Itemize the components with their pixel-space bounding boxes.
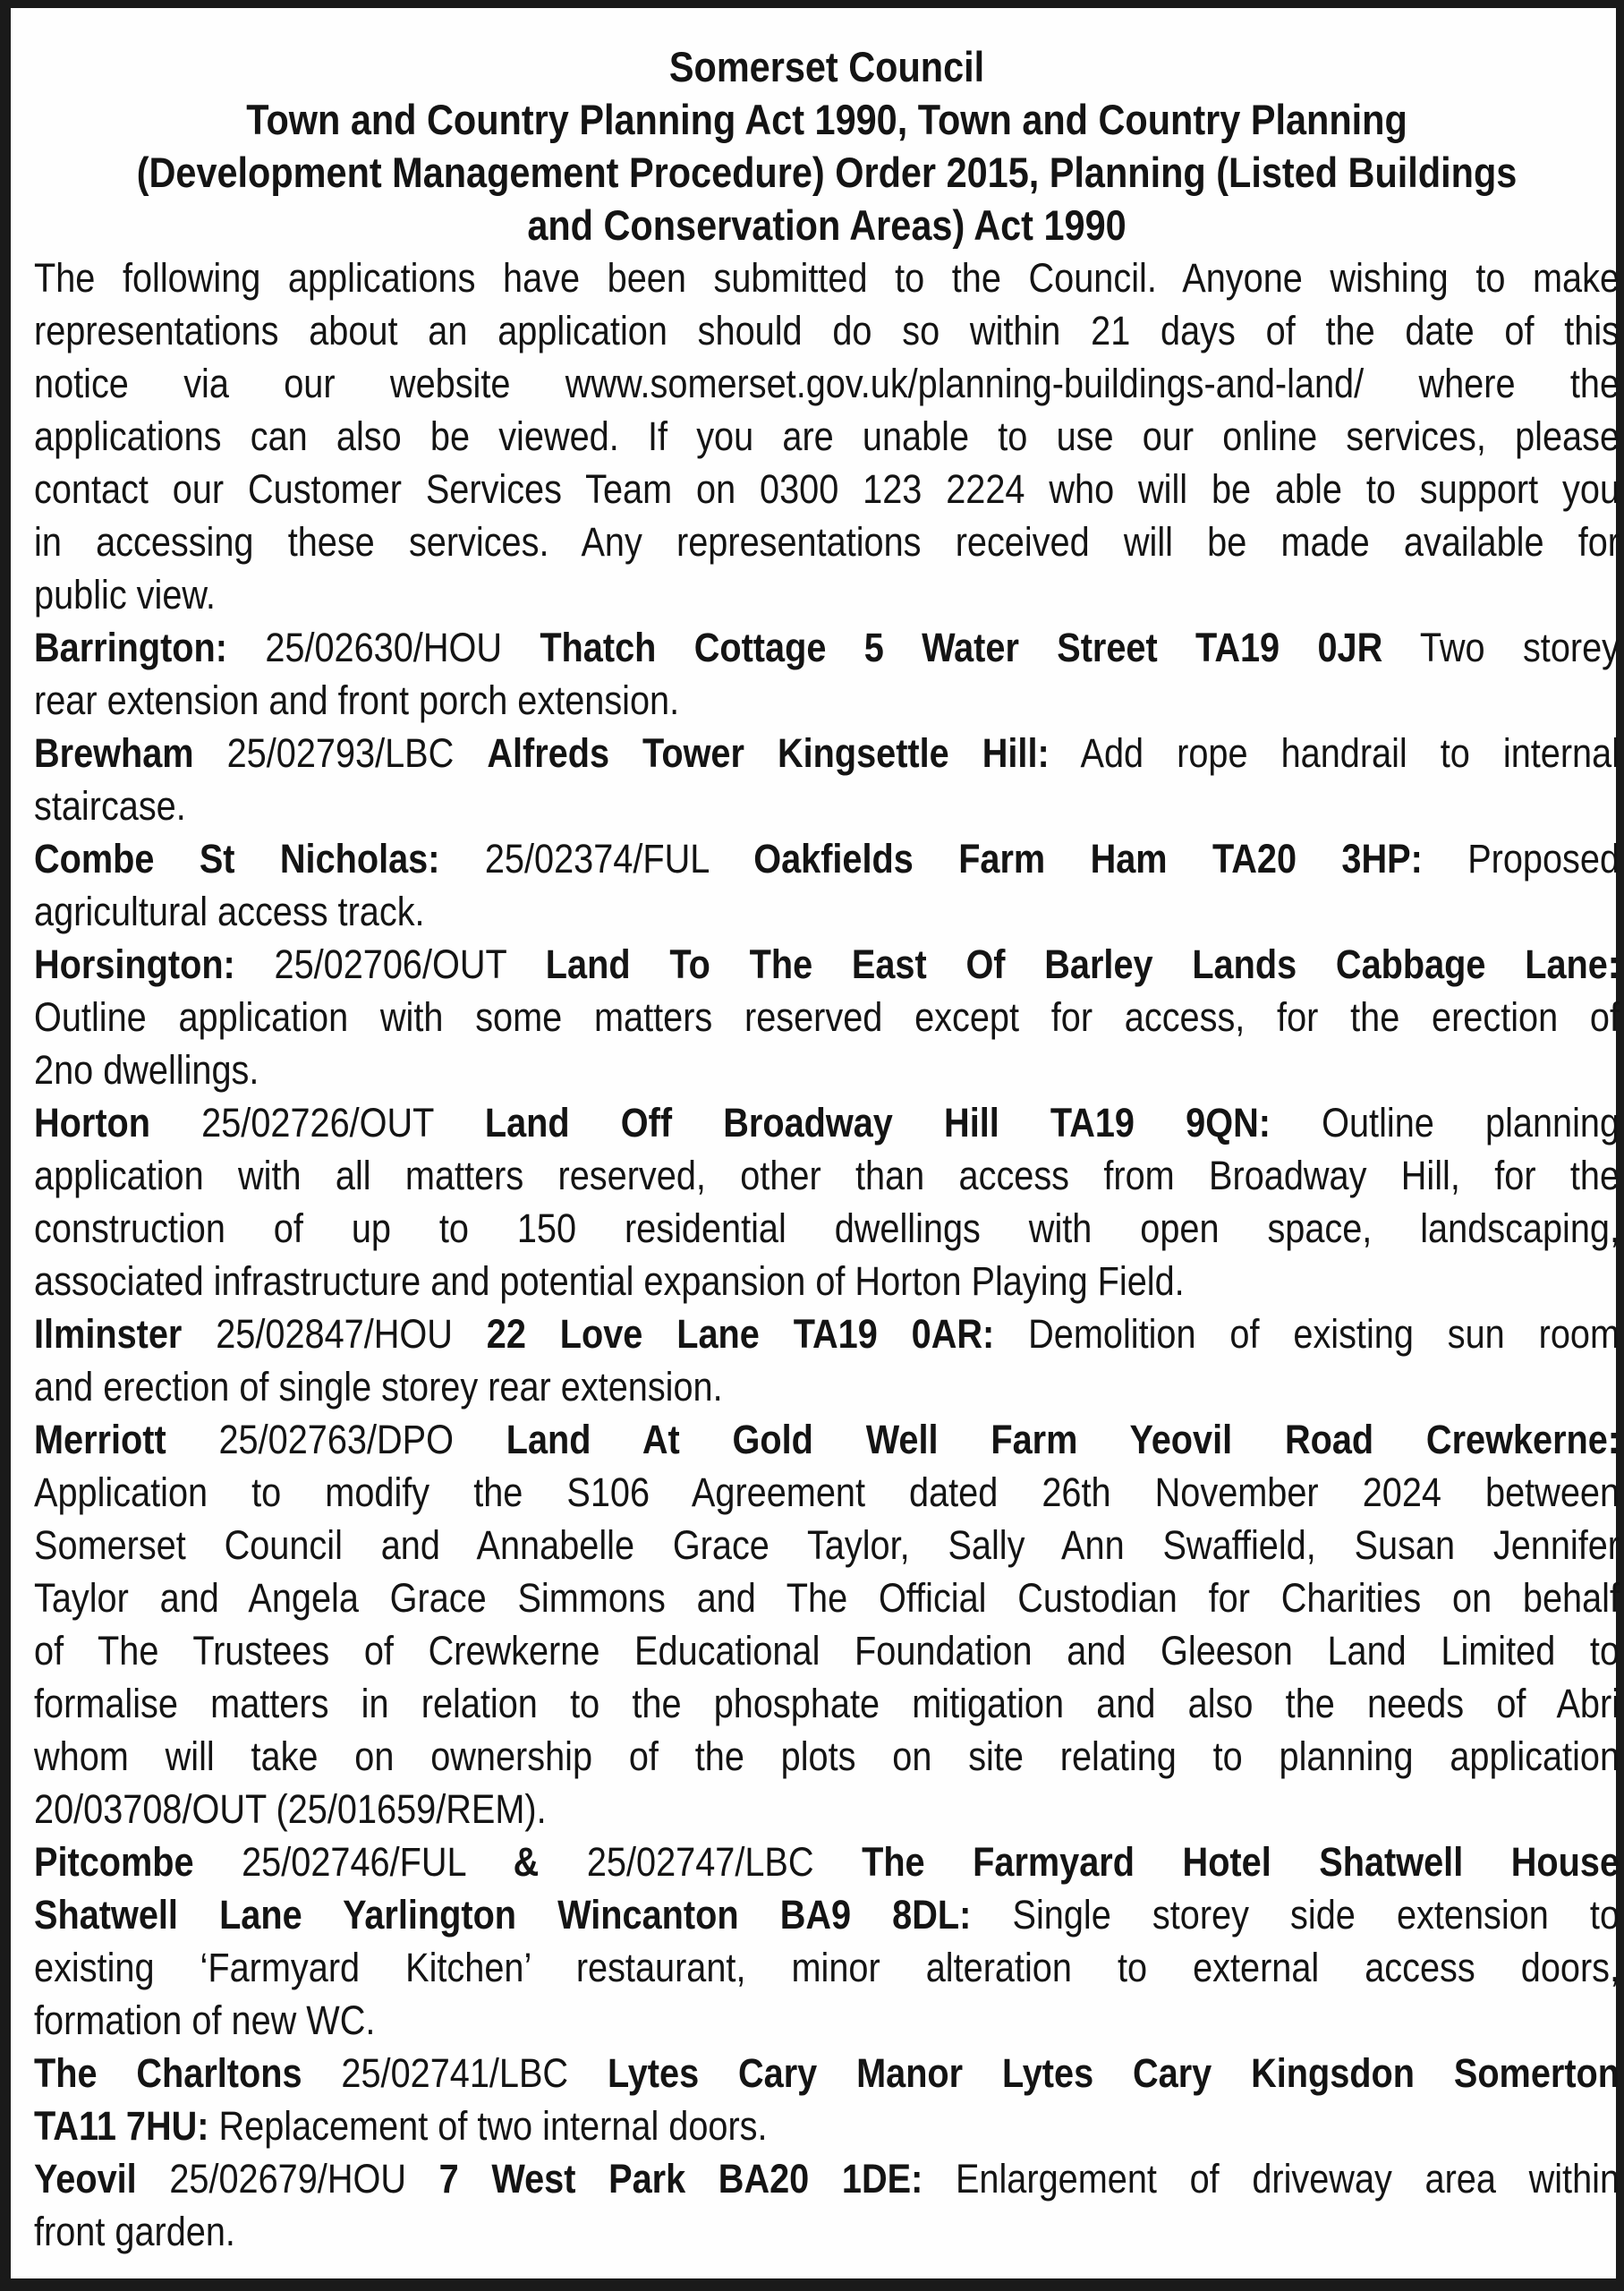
notice-intro-line-1 [34, 251, 1620, 304]
bold-segment: Town and Country Planning Act 1990, Town and Country Planning [246, 96, 1407, 143]
text-segment: Add rope handrail to internal [1049, 730, 1620, 776]
entry-merriott-line-7 [34, 1730, 1620, 1783]
entry-merriott-line-6 [34, 1677, 1620, 1730]
text-segment: Taylor and Angela Grace Simmons and The Official Custodian for Charities on behalf [34, 1575, 1620, 1621]
notice-content-area [21, 16, 1624, 2258]
notice-intro [34, 251, 1620, 621]
text-segment: 25/02763/DPO [166, 1417, 506, 1462]
entry-ilminster [34, 1307, 1620, 1413]
text-segment: whom will take on ownership of the plots on site relating to planning application [34, 1733, 1620, 1779]
bold-segment: Alfreds Tower Kingsettle Hill: [487, 730, 1050, 776]
text-segment: front garden. [34, 2209, 235, 2254]
bold-segment: Pitcombe [34, 1839, 194, 1885]
bold-segment: Brewham [34, 730, 194, 776]
text-segment: Replacement of two internal doors. [208, 2103, 768, 2149]
entry-merriott-line-2 [34, 1466, 1620, 1519]
bold-segment: Oakfields Farm Ham TA20 3HP: [753, 836, 1423, 881]
entry-ilminster-line-2 [34, 1360, 1620, 1413]
notice-intro-line-3 [34, 357, 1620, 410]
notice-acts-line-2 [34, 146, 1620, 199]
text-segment: 25/02706/OUT [234, 941, 546, 987]
bold-segment: Combe St Nicholas: [34, 836, 440, 881]
bold-segment: The Charltons [34, 2050, 302, 2096]
text-segment: application with all matters reserved, other than access from Broadway Hill, for the [34, 1153, 1620, 1198]
text-segment: associated infrastructure and potential expansion of Horton Playing Field. [34, 1258, 1185, 1304]
entry-yeovil-line-2 [34, 2205, 1620, 2258]
entry-horsington-line-1 [34, 938, 1620, 991]
entry-barrington-line-2 [34, 674, 1620, 727]
text-segment: existing ‘Farmyard Kitchen’ restaurant, minor alteration to external access doors, [34, 1945, 1620, 1990]
bold-segment: Ilminster [34, 1311, 183, 1357]
text-segment: Two storey [1382, 625, 1620, 670]
text-segment: 20/03708/OUT (25/01659/REM). [34, 1786, 547, 1832]
text-segment: Demolition of existing sun room [994, 1311, 1620, 1357]
text-segment: 25/02741/LBC [302, 2050, 608, 2096]
entry-combe-st-nicholas [34, 832, 1620, 938]
entry-horsington-line-2 [34, 991, 1620, 1043]
notice-title [34, 40, 1620, 93]
notice-acts [34, 93, 1620, 251]
entry-brewham-line-1 [34, 727, 1620, 779]
bold-segment: Land To The East Of Barley Lands Cabbage Lane: [545, 941, 1620, 987]
entry-horton [34, 1096, 1620, 1307]
text-segment: representations about an application should do so within 21 days of the date of this [34, 308, 1620, 353]
entry-the-charltons-line-1 [34, 2047, 1620, 2099]
text-segment: rear extension and front porch extension. [34, 677, 680, 723]
bold-segment: Horsington: [34, 941, 235, 987]
entry-pitcombe-line-1 [34, 1835, 1620, 1888]
text-segment: 25/02630/HOU [226, 625, 540, 670]
text-segment: formalise matters in relation to the phosphate mitigation and also the needs of Abri [34, 1681, 1620, 1726]
entry-pitcombe-line-4 [34, 1994, 1620, 2047]
entry-pitcombe-line-2 [34, 1888, 1620, 1941]
entry-horton-line-2 [34, 1149, 1620, 1202]
entry-the-charltons-line-2 [34, 2099, 1620, 2152]
entry-horsington [34, 938, 1620, 1096]
text-segment: in accessing these services. Any representations received will be made available for [34, 519, 1620, 565]
entry-horton-line-3 [34, 1202, 1620, 1255]
bold-segment: Thatch Cottage 5 Water Street TA19 0JR [540, 625, 1383, 670]
notice-intro-line-2 [34, 304, 1620, 357]
text-segment: agricultural access track. [34, 889, 425, 934]
notice-acts-line-3 [34, 199, 1620, 251]
text-segment: Single storey side extension to [971, 1892, 1620, 1938]
notice-body [34, 40, 1620, 2258]
text-segment: Outline application with some matters reserved except for access, for the erection of [34, 994, 1620, 1040]
entry-merriott-line-3 [34, 1519, 1620, 1571]
text-segment: staircase. [34, 783, 186, 829]
text-segment: 25/02847/HOU [182, 1311, 487, 1357]
text-segment: public view. [34, 572, 216, 617]
bold-segment: Land At Gold Well Farm Yeovil Road Crewkerne: [506, 1417, 1620, 1462]
text-segment: 2no dwellings. [34, 1047, 259, 1093]
entry-merriott-line-4 [34, 1571, 1620, 1624]
text-segment: 25/02726/OUT [150, 1100, 485, 1146]
entry-pitcombe-line-3 [34, 1941, 1620, 1994]
entry-pitcombe [34, 1835, 1620, 2047]
text-segment: Outline planning [1270, 1100, 1620, 1146]
entry-merriott-line-5 [34, 1624, 1620, 1677]
text-segment: contact our Customer Services Team on 0300 123 2224 who will be able to support you [34, 466, 1620, 512]
notice-intro-line-4 [34, 410, 1620, 463]
notice-title-line-1 [34, 40, 1620, 93]
text-segment: notice via our website www.somerset.gov.uk/planning-buildings-and-land/ where the [34, 361, 1620, 406]
text-segment: 25/02747/LBC [539, 1839, 863, 1885]
text-segment: 25/02374/FUL [439, 836, 754, 881]
bold-segment: Barrington: [34, 625, 227, 670]
entry-barrington [34, 621, 1620, 727]
entry-ilminster-line-1 [34, 1307, 1620, 1360]
entry-the-charltons [34, 2047, 1620, 2152]
text-segment: formation of new WC. [34, 1997, 376, 2043]
bold-segment: The Farmyard Hotel Shatwell House [862, 1839, 1620, 1885]
text-segment: Application to modify the S106 Agreement dated 26th November 2024 between [34, 1469, 1620, 1515]
entry-yeovil-line-1 [34, 2152, 1620, 2205]
text-segment: The following applications have been submitted to the Council. Anyone wishing to make [34, 255, 1620, 301]
entry-barrington-line-1 [34, 621, 1620, 674]
text-segment: Somerset Council and Annabelle Grace Taylor, Sally Ann Swaffield, Susan Jennifer [34, 1522, 1620, 1568]
notice-acts-line-1 [34, 93, 1620, 146]
bold-segment: & [513, 1839, 540, 1885]
entry-combe-st-nicholas-line-1 [34, 832, 1620, 885]
bold-segment: TA11 7HU: [34, 2103, 209, 2149]
text-segment: 25/02746/FUL [193, 1839, 514, 1885]
text-segment: Proposed [1422, 836, 1620, 881]
text-segment: 25/02793/LBC [193, 730, 488, 776]
entry-horton-line-4 [34, 1255, 1620, 1307]
entry-yeovil [34, 2152, 1620, 2258]
entry-merriott-line-8 [34, 1783, 1620, 1835]
entry-combe-st-nicholas-line-2 [34, 885, 1620, 938]
text-segment: and erection of single storey rear extension. [34, 1364, 723, 1410]
text-segment: of The Trustees of Crewkerne Educational Foundation and Gleeson Land Limited to [34, 1628, 1620, 1674]
text-segment: 25/02679/HOU [136, 2156, 439, 2202]
notice-intro-line-6 [34, 515, 1620, 568]
bold-segment: (Development Management Procedure) Order 2015, Planning (Listed Buildings [136, 149, 1518, 196]
entry-merriott [34, 1413, 1620, 1835]
bold-segment: Somerset Council [668, 43, 985, 90]
entry-brewham-line-2 [34, 779, 1620, 832]
entry-merriott-line-1 [34, 1413, 1620, 1466]
bold-segment: Land Off Broadway Hill TA19 9QN: [484, 1100, 1271, 1146]
text-segment: construction of up to 150 residential dwellings with open space, landscaping, [34, 1205, 1620, 1251]
bold-segment: 7 West Park BA20 1DE: [438, 2156, 923, 2202]
text-segment: applications can also be viewed. If you are unable to use our online services, please [34, 413, 1620, 459]
entry-horsington-line-3 [34, 1043, 1620, 1096]
bold-segment: Lytes Cary Manor Lytes Cary Kingsdon Somerton [607, 2050, 1620, 2096]
notice-intro-line-5 [34, 463, 1620, 515]
notice-intro-line-7 [34, 568, 1620, 621]
bold-segment: Horton [34, 1100, 151, 1146]
bold-segment: and Conservation Areas) Act 1990 [527, 201, 1127, 249]
bold-segment: 22 Love Lane TA19 0AR: [486, 1311, 995, 1357]
bold-segment: Merriott [34, 1417, 166, 1462]
entry-horton-line-1 [34, 1096, 1620, 1149]
text-segment: Enlargement of driveway area within [923, 2156, 1620, 2202]
entry-brewham [34, 727, 1620, 832]
bold-segment: Shatwell Lane Yarlington Wincanton BA9 8DL: [34, 1892, 972, 1938]
bold-segment: Yeovil [34, 2156, 137, 2202]
